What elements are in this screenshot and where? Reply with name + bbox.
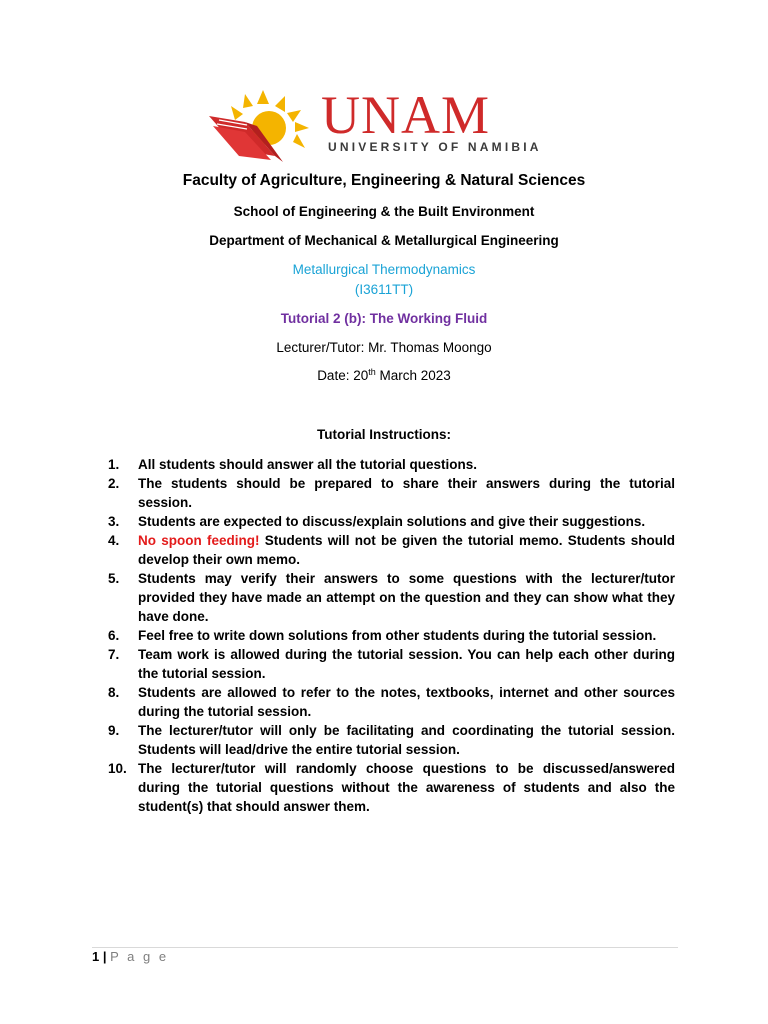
logo-subtitle: UNIVERSITY OF NAMIBIA (328, 140, 542, 154)
lecturer-line: Lecturer/Tutor: Mr. Thomas Moongo (276, 340, 492, 355)
item-text: The lecturer/tutor will randomly choose questions to be discussed/answered during the tutorial questions without the awareness of students and also the student(s) that should answer them. (138, 761, 675, 814)
item-text: Students are expected to discuss/explain solutions and give their suggestions. (138, 514, 646, 529)
item-text: Team work is allowed during the tutorial session. You can help each other during the tutorial session. (138, 647, 675, 681)
faculty-title: Faculty of Agriculture, Engineering & Natural Sciences (182, 172, 586, 189)
item-highlight: No spoon feeding! (138, 533, 260, 548)
tutorial-title: Tutorial 2 (b): The Working Fluid (280, 311, 488, 326)
unam-logo (205, 86, 565, 164)
list-item (108, 759, 675, 816)
logo-wordmark: UNAM (321, 85, 491, 145)
item-text: Feel free to write down solutions from other students during the tutorial session. (138, 628, 657, 643)
item-number: 1. (108, 457, 120, 472)
item-number: 4. (108, 533, 120, 548)
item-text: All students should answer all the tutorial questions. (138, 457, 478, 472)
item-text: Students are allowed to refer to the notes, textbooks, internet and other sources during the tutorial session. (138, 685, 675, 719)
department-title: Department of Mechanical & Metallurgical Engineering (209, 233, 559, 248)
item-number: 9. (108, 723, 120, 738)
instructions-list (108, 455, 675, 816)
list-item (108, 683, 675, 721)
list-item (108, 569, 675, 626)
instructions-heading: Tutorial Instructions: (317, 427, 451, 442)
item-number: 8. (108, 685, 120, 700)
list-item (108, 721, 675, 759)
list-item (108, 645, 675, 683)
item-number: 6. (108, 628, 120, 643)
list-item (108, 531, 675, 569)
page-footer (92, 949, 169, 964)
date-line (0, 368, 768, 383)
footer-divider (92, 947, 678, 948)
list-item (108, 474, 675, 512)
item-number: 5. (108, 571, 120, 586)
item-text: The lecturer/tutor will only be facilitating and coordinating the tutorial session. Students will lead/drive the entire tutorial session. (138, 723, 675, 757)
item-text: The students should be prepared to share their answers during the tutorial session. (138, 476, 675, 510)
date-rest: March 2023 (375, 368, 451, 383)
list-item (108, 455, 675, 474)
sun-book-emblem-icon (205, 86, 321, 164)
list-item (108, 512, 675, 531)
item-number: 10. (108, 761, 127, 776)
item-text: Students may verify their answers to some questions with the lecturer/tutor provided they have made an attempt on the question and they can show what they have done. (138, 571, 675, 624)
school-title: School of Engineering & the Built Environment (233, 204, 535, 219)
item-number: 3. (108, 514, 120, 529)
list-item (108, 626, 675, 645)
page-number: 1 (92, 949, 100, 964)
date-prefix: Date: 20 (317, 368, 369, 383)
item-number: 2. (108, 476, 120, 491)
course-name: Metallurgical Thermodynamics (292, 262, 476, 277)
course-code: (I3611TT) (354, 282, 414, 297)
page-word: P a g e (110, 949, 169, 964)
item-number: 7. (108, 647, 120, 662)
date-ordinal: th (368, 367, 376, 377)
item-text: Students will not be given the tutorial memo. Students should develop their own memo. (138, 533, 675, 567)
page-separator: | (99, 949, 111, 964)
